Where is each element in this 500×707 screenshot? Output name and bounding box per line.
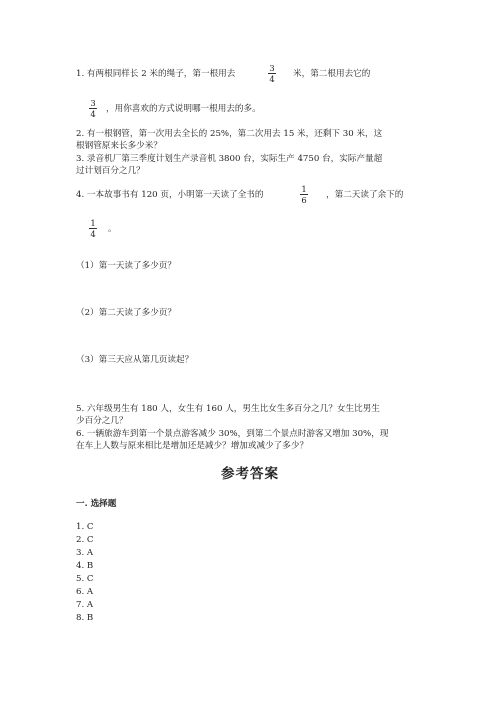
q6-line1: 6. 一辆旅游车到第一个景点游客减少 30%，到第二个景点时游客又增加 30%，现	[76, 429, 389, 439]
answer-item: 4. B	[76, 561, 94, 571]
q1-fraction-2-numerator: 3	[90, 98, 96, 108]
q4-fraction-1	[300, 184, 308, 205]
answer-item: 3. A	[76, 548, 94, 558]
answer-item: 7. A	[76, 600, 94, 610]
q1-fraction-2	[89, 98, 97, 119]
q1-fraction-1	[268, 63, 276, 84]
q5-line2: 少百分之几？	[76, 416, 128, 426]
q1-line1-a: 1. 有两根同样长 2 米的绳子，第一根用去	[76, 69, 236, 79]
q4-fraction-1-numerator: 1	[301, 184, 307, 194]
q1-fraction-2-denominator: 4	[90, 109, 96, 119]
answer-item: 8. B	[76, 613, 94, 623]
q4-sub2: （2）第二天读了多少页？	[76, 308, 176, 318]
q4-sub1: （1）第一天读了多少页？	[76, 261, 176, 271]
answer-item: 2. C	[76, 535, 94, 545]
answer-item: 6. A	[76, 587, 94, 597]
q4-line2: 。	[108, 224, 117, 234]
q1-line2: ，用你喜欢的方式说明哪一根用去的多。	[106, 104, 261, 114]
answers-title: 参考答案	[221, 466, 279, 482]
q5-line1: 5. 六年级男生有 180 人，女生有 160 人，男生比女生多百分之几？女生比男生	[76, 404, 380, 414]
q4-sub3: （3）第三天应从第几页读起？	[76, 355, 194, 365]
q4-fraction-2-numerator: 1	[90, 218, 96, 228]
q4-line1-b: ，第二天读了余下的	[326, 190, 404, 200]
q3-line1: 3. 录音机厂第三季度计划生产录音机 3800 台，实际生产 4750 台，实际产量超	[76, 154, 383, 164]
q2-line2: 根钢管原来长多少米？	[76, 141, 162, 151]
answer-item: 5. C	[76, 574, 94, 584]
answers-section-heading: 一. 选择题	[76, 499, 117, 509]
q6-line2: 在车上人数与原来相比是增加还是减少？增加或减少了多少？	[76, 441, 309, 451]
q4-line1-a: 4. 一本故事书有 120 页，小明第一天读了全书的	[76, 190, 264, 200]
q4-fraction-1-denominator: 6	[301, 195, 307, 205]
q1-fraction-1-numerator: 3	[269, 63, 275, 73]
q3-line2: 过计划百分之几？	[76, 166, 145, 176]
q1-line1-b: 米，第二根用去它的	[293, 69, 371, 79]
q4-fraction-2	[89, 218, 97, 239]
q2-line1: 2. 有一根钢管，第一次用去全长的 25%，第二次用去 15 米，还剩下 30 米，这	[76, 129, 383, 139]
answer-item: 1. C	[76, 522, 94, 532]
q1-fraction-1-denominator: 4	[269, 74, 275, 84]
q4-fraction-2-denominator: 4	[90, 229, 96, 239]
